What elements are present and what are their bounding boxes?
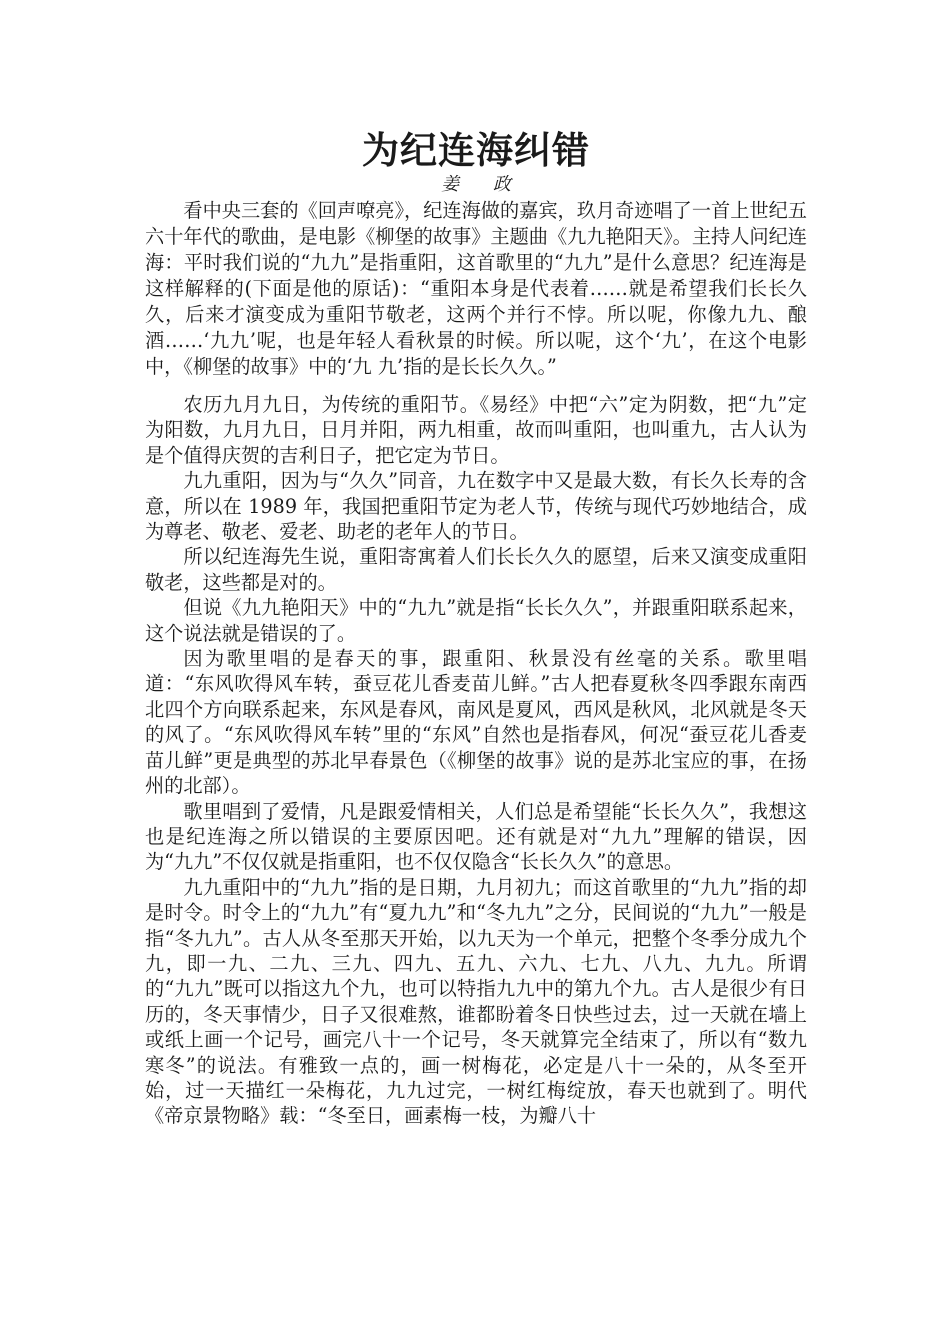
- paragraph-6: 因为歌里唱的是春天的事，跟重阳、秋景没有丝毫的关系。歌里唱道：“东风吹得风车转，蚕豆花儿香麦苗儿鲜。”古人把春夏秋冬四季跟东南西北四个方向联系起来，东风是春风，南风是夏风，西风是秋风，北风就是冬天的风了。“东风吹得风车转”里的“东风”自然也是指春风，何况“蚕豆花儿香麦苗儿鲜”更是典型的苏北早春景色（《柳堡的故事》说的是苏北宝应的事，在扬州的北部）。: [145, 647, 807, 798]
- document-page: [145, 128, 807, 1129]
- article-title: 为纪连海纠错: [362, 129, 590, 172]
- article-author: 姜 政: [441, 174, 525, 195]
- paragraph-2: 农历九月九日，为传统的重阳节。《易经》中把“六”定为阴数，把“九”定为阳数，九月九日，日月并阳，两九相重，故而叫重阳，也叫重九，古人认为是个值得庆贺的吉利日子，把它定为节日。: [145, 393, 807, 467]
- paragraph-5: 但说《九九艳阳天》中的“九九”就是指“长长久久”，并跟重阳联系起来，这个说法就是错误的了。: [145, 596, 807, 645]
- paragraph-7: 歌里唱到了爱情，凡是跟爱情相关，人们总是希望能“长长久久”，我想这也是纪连海之所以错误的主要原因吧。还有就是对“九九”理解的错误，因为“九九”不仅仅就是指重阳，也不仅仅隐含“长长久久”的意思。: [145, 799, 807, 874]
- paragraph-4: 所以纪连海先生说，重阳寄寓着人们长长久久的愿望，后来又演变成重阳敬老，这些都是对的。: [145, 545, 807, 594]
- paragraph-8: 九九重阳中的“九九”指的是日期，九月初九；而这首歌里的“九九”指的却是时令。时令上的“九九”有“夏九九”和“冬九九”之分，民间说的“九九”一般是指“冬九九”。古人从冬至那天开始，以九天为一个单元，把整个冬季分成九个九，即一九、二九、三九、四九、五九、六九、七九、八九、九九。所谓的“九九”既可以指这九个九，也可以特指九九中的第九个九。古人是很少有日历的，冬天事情少，日子又很难熬，谁都盼着冬日快些过去，过一天就在墙上或纸上画一个记号，画完八十一个记号，冬天就算完全结束了，所以有“数九寒冬”的说法。有雅致一点的，画一树梅花，必定是八十一朵的，从冬至开始，过一天描红一朵梅花，九九过完，一树红梅绽放，春天也就到了。明代《帝京景物略》载：“冬至日，画素梅一枝，为瓣八十: [145, 875, 807, 1128]
- paragraph-3: 九九重阳，因为与“久久”同音，九在数字中又是最大数，有长久长寿的含意，所以在 1989 年，我国把重阳节定为老人节，传统与现代巧妙地结合，成为尊老、敬老、爱老、助老的老年人的节日。: [145, 469, 807, 544]
- paragraph-1: 看中央三套的《回声嘹亮》，纪连海做的嘉宾，玖月奇迹唱了一首上世纪五六十年代的歌曲，是电影《柳堡的故事》主题曲《九九艳阳天》。主持人问纪连海：平时我们说的“九九”是指重阳，这首歌里的“九九”是什么意思？纪连海是这样解释的(下面是他的原话)：“重阳本身是代表着……就是希望我们长长久久，后来才演变成为重阳节敬老，这两个并行不悖。所以呢，你像九九、酿酒……‘九九’呢，也是年轻人看秋景的时候。所以呢，这个‘九’，在这个电影中，《柳堡的故事》中的‘九 九’指的是长长久久。”: [145, 199, 807, 378]
